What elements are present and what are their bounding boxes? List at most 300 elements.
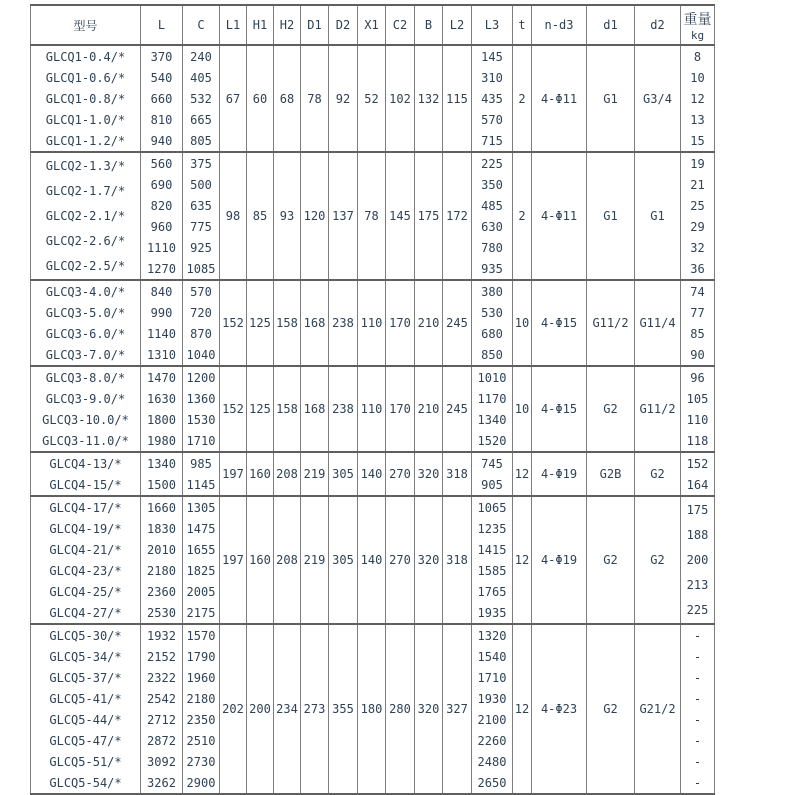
cell-weights <box>681 452 715 496</box>
L3-value: 1930 <box>477 691 507 706</box>
weights-value: 13 <box>690 112 705 127</box>
cell-models <box>31 366 141 452</box>
L3-value: 570 <box>481 112 503 127</box>
weight-label: 重量 <box>683 11 712 28</box>
weights-value: 96 <box>690 370 705 385</box>
C-value: 2350 <box>186 712 216 727</box>
table-body <box>31 45 715 794</box>
weights-value: 8 <box>693 49 702 64</box>
cell-d1: G2 <box>587 624 635 794</box>
L-value: 540 <box>150 70 173 85</box>
L-stack <box>141 153 182 279</box>
cell-L <box>141 452 183 496</box>
cell-H2: 158 <box>274 366 301 452</box>
C-value: 1200 <box>186 370 216 385</box>
C-value: 1570 <box>186 628 216 643</box>
weight-unit-label: kg <box>690 28 705 42</box>
L3-stack <box>472 453 512 495</box>
weights-value: 200 <box>686 553 709 567</box>
cell-B: 132 <box>415 45 443 152</box>
cell-d2: G2 <box>635 452 681 496</box>
L-value: 1110 <box>147 240 176 255</box>
C-value: 665 <box>190 112 212 127</box>
cell-X1: 180 <box>358 624 386 794</box>
models-value: GLCQ1-0.8/* <box>45 91 126 106</box>
C-value: 1825 <box>186 563 216 578</box>
models-value: GLCQ3-9.0/* <box>45 391 126 406</box>
C-value: 720 <box>190 305 212 320</box>
group-row <box>31 366 715 452</box>
cell-t: 2 <box>513 45 532 152</box>
models-value: GLCQ1-0.6/* <box>45 70 126 85</box>
models-value: GLCQ2-1.3/* <box>45 158 126 173</box>
cell-D2: 305 <box>329 496 358 624</box>
cell-D1: 78 <box>301 45 329 152</box>
cell-d1: G1 <box>587 45 635 152</box>
models-value: GLCQ3-7.0/* <box>45 347 126 362</box>
L-value: 820 <box>150 198 173 213</box>
cell-H2: 208 <box>274 452 301 496</box>
C-value: 1145 <box>186 477 216 492</box>
weights-value: 152 <box>686 456 709 471</box>
L-value: 3092 <box>147 754 176 769</box>
col-header-weight <box>681 5 715 45</box>
L3-value: 1170 <box>477 391 507 406</box>
L-stack <box>141 281 182 365</box>
weights-value: - <box>693 649 702 664</box>
cell-H1: 160 <box>247 496 274 624</box>
weights-value: 110 <box>686 412 709 427</box>
cell-C <box>183 45 220 152</box>
cell-weights <box>681 152 715 280</box>
cell-t: 10 <box>513 280 532 366</box>
models-value: GLCQ3-10.0/* <box>42 412 129 427</box>
L-value: 1980 <box>147 433 176 448</box>
col-header-L3: L3 <box>472 5 513 45</box>
models-stack <box>31 46 140 151</box>
cell-models <box>31 624 141 794</box>
cell-L1: 202 <box>220 624 247 794</box>
L3-value: 850 <box>481 347 503 362</box>
C-value: 635 <box>190 198 212 213</box>
L-value: 990 <box>150 305 173 320</box>
weights-value: 21 <box>690 177 705 192</box>
cell-L2: 318 <box>443 496 472 624</box>
cell-d1: G1 <box>587 152 635 280</box>
weights-value: 188 <box>686 527 709 542</box>
C-stack <box>183 46 219 151</box>
cell-L1: 197 <box>220 452 247 496</box>
L-value: 840 <box>150 284 173 299</box>
L-value: 370 <box>150 49 173 64</box>
cell-X1: 78 <box>358 152 386 280</box>
L3-stack <box>472 281 512 365</box>
cell-X1: 140 <box>358 452 386 496</box>
L-value: 2542 <box>147 691 176 706</box>
group-row <box>31 45 715 152</box>
L3-stack <box>472 625 512 793</box>
weights-value: 25 <box>690 198 705 213</box>
L3-value: 1320 <box>477 628 507 643</box>
cell-nd3: 4-Φ11 <box>532 152 587 280</box>
cell-D1: 168 <box>301 366 329 452</box>
C-stack <box>183 453 219 495</box>
col-header-D1: D1 <box>301 5 329 45</box>
col-header-H1: H1 <box>247 5 274 45</box>
cell-nd3: 4-Φ19 <box>532 452 587 496</box>
L3-value: 905 <box>481 477 503 492</box>
weights-value: - <box>693 628 702 643</box>
L-value: 810 <box>150 112 173 127</box>
L3-value: 2260 <box>477 733 507 748</box>
L-stack <box>141 625 182 793</box>
weights-value: 74 <box>690 284 705 299</box>
cell-nd3: 4-Φ23 <box>532 624 587 794</box>
cell-models <box>31 280 141 366</box>
cell-D2: 355 <box>329 624 358 794</box>
cell-H2: 68 <box>274 45 301 152</box>
L3-stack <box>472 367 512 451</box>
C-value: 500 <box>190 177 212 192</box>
col-header-H2: H2 <box>274 5 301 45</box>
cell-d1: G2B <box>587 452 635 496</box>
weights-stack <box>681 625 714 793</box>
models-value: GLCQ2-2.1/* <box>45 209 126 223</box>
models-value: GLCQ2-2.6/* <box>45 234 126 249</box>
models-stack <box>31 453 140 495</box>
L3-value: 715 <box>481 133 503 148</box>
cell-L3 <box>472 366 513 452</box>
L3-value: 225 <box>481 156 503 171</box>
models-stack <box>31 625 140 793</box>
C-value: 2900 <box>186 775 216 790</box>
C-value: 1960 <box>186 670 216 685</box>
col-header-L1: L1 <box>220 5 247 45</box>
models-value: GLCQ5-37/* <box>49 670 122 685</box>
models-value: GLCQ5-44/* <box>49 712 122 727</box>
cell-D2: 92 <box>329 45 358 152</box>
cell-C <box>183 280 220 366</box>
cell-L1: 98 <box>220 152 247 280</box>
cell-t: 2 <box>513 152 532 280</box>
models-value: GLCQ3-6.0/* <box>45 326 126 341</box>
weights-value: 32 <box>690 240 705 255</box>
L-value: 690 <box>150 177 173 192</box>
weights-value: 19 <box>690 156 705 171</box>
cell-nd3: 4-Φ11 <box>532 45 587 152</box>
cell-L3 <box>472 45 513 152</box>
C-value: 985 <box>190 456 212 471</box>
L3-value: 350 <box>481 177 503 192</box>
C-value: 532 <box>190 91 212 106</box>
L3-stack <box>472 46 512 151</box>
L3-value: 1585 <box>477 563 507 578</box>
L-value: 3262 <box>147 775 176 790</box>
C-value: 2175 <box>186 605 216 620</box>
cell-L1: 152 <box>220 280 247 366</box>
weights-stack <box>681 46 714 151</box>
weights-value: - <box>693 691 702 706</box>
cell-L <box>141 152 183 280</box>
cell-B: 175 <box>415 152 443 280</box>
cell-D2: 305 <box>329 452 358 496</box>
cell-B: 320 <box>415 452 443 496</box>
L-value: 1800 <box>147 412 176 427</box>
C-value: 240 <box>190 49 212 64</box>
col-header-L: L <box>141 5 183 45</box>
cell-models <box>31 45 141 152</box>
C-value: 1360 <box>186 391 216 406</box>
cell-C2: 170 <box>386 280 415 366</box>
cell-L2: 318 <box>443 452 472 496</box>
L3-value: 2480 <box>477 754 507 769</box>
weights-value: 77 <box>690 305 705 320</box>
weights-value: - <box>693 712 702 727</box>
col-header-d2: d2 <box>635 5 681 45</box>
L-value: 660 <box>150 91 173 106</box>
weights-value: 12 <box>690 91 705 106</box>
cell-L <box>141 45 183 152</box>
cell-X1: 110 <box>358 280 386 366</box>
models-value: GLCQ5-41/* <box>49 691 122 706</box>
cell-models <box>31 496 141 624</box>
cell-d2: G2 <box>635 496 681 624</box>
weights-value: - <box>693 754 702 769</box>
col-header-B: B <box>415 5 443 45</box>
models-value: GLCQ4-13/* <box>49 456 122 471</box>
cell-L2: 245 <box>443 280 472 366</box>
C-stack <box>183 497 219 623</box>
models-value: GLCQ2-2.5/* <box>45 259 126 274</box>
L3-value: 1065 <box>477 500 507 515</box>
cell-L <box>141 366 183 452</box>
L-value: 1500 <box>147 477 176 492</box>
header-row <box>31 5 715 45</box>
L-stack <box>141 497 182 623</box>
cell-C <box>183 496 220 624</box>
L-value: 2152 <box>147 649 176 664</box>
spec-table <box>30 4 715 795</box>
C-value: 870 <box>190 326 212 341</box>
cell-H2: 158 <box>274 280 301 366</box>
group-row <box>31 624 715 794</box>
cell-B: 320 <box>415 624 443 794</box>
L-value: 1932 <box>147 628 176 643</box>
C-value: 1085 <box>186 261 216 276</box>
L3-stack <box>472 153 512 279</box>
cell-C2: 145 <box>386 152 415 280</box>
models-value: GLCQ4-27/* <box>49 605 122 620</box>
models-value: GLCQ5-51/* <box>49 754 122 769</box>
models-value: GLCQ4-19/* <box>49 521 122 536</box>
models-stack <box>31 497 140 623</box>
col-header-L2: L2 <box>443 5 472 45</box>
models-value: GLCQ3-4.0/* <box>45 284 126 299</box>
models-value: GLCQ1-1.2/* <box>45 133 126 148</box>
weights-value: 225 <box>686 603 709 618</box>
C-value: 925 <box>190 240 212 255</box>
cell-t: 12 <box>513 452 532 496</box>
cell-weights <box>681 624 715 794</box>
cell-t: 12 <box>513 496 532 624</box>
L3-value: 1010 <box>477 370 507 385</box>
cell-weights <box>681 496 715 624</box>
C-value: 2180 <box>186 691 216 706</box>
L3-value: 1520 <box>477 433 507 448</box>
L-stack <box>141 453 182 495</box>
cell-C2: 270 <box>386 452 415 496</box>
cell-weights <box>681 280 715 366</box>
group-row <box>31 280 715 366</box>
cell-D1: 219 <box>301 452 329 496</box>
weights-value: 105 <box>686 391 709 406</box>
cell-d2: G11/4 <box>635 280 681 366</box>
cell-X1: 52 <box>358 45 386 152</box>
C-value: 2510 <box>186 733 216 748</box>
weights-value: 175 <box>686 502 709 517</box>
weights-value: - <box>693 733 702 748</box>
L-value: 1830 <box>147 521 176 536</box>
L-value: 2010 <box>147 542 176 557</box>
cell-C2: 170 <box>386 366 415 452</box>
L-stack <box>141 46 182 151</box>
cell-C2: 270 <box>386 496 415 624</box>
col-header-D2: D2 <box>329 5 358 45</box>
cell-t: 12 <box>513 624 532 794</box>
L3-value: 1765 <box>477 584 507 599</box>
L3-value: 2650 <box>477 775 507 790</box>
cell-d1: G11/2 <box>587 280 635 366</box>
C-value: 1305 <box>186 500 216 515</box>
col-header-C: C <box>183 5 220 45</box>
cell-L1: 197 <box>220 496 247 624</box>
weights-value: 213 <box>686 578 709 593</box>
cell-B: 210 <box>415 280 443 366</box>
cell-H1: 125 <box>247 366 274 452</box>
col-header-C2: C2 <box>386 5 415 45</box>
models-value: GLCQ4-17/* <box>49 500 122 515</box>
models-value: GLCQ3-11.0/* <box>42 433 129 448</box>
L3-value: 1710 <box>477 670 507 685</box>
L3-value: 310 <box>481 70 503 85</box>
cell-d2: G11/2 <box>635 366 681 452</box>
models-value: GLCQ5-30/* <box>49 628 122 643</box>
models-value: GLCQ1-0.4/* <box>45 49 126 64</box>
cell-L3 <box>472 452 513 496</box>
weights-stack <box>681 453 714 495</box>
weights-stack <box>681 153 714 279</box>
L-value: 1470 <box>147 370 176 385</box>
L3-stack <box>472 497 512 623</box>
C-value: 405 <box>190 70 212 85</box>
models-value: GLCQ4-25/* <box>49 584 122 599</box>
cell-H1: 60 <box>247 45 274 152</box>
cell-weights <box>681 45 715 152</box>
L3-value: 1415 <box>477 542 507 557</box>
cell-H1: 160 <box>247 452 274 496</box>
L3-value: 680 <box>481 326 503 341</box>
models-value: GLCQ4-23/* <box>49 563 122 578</box>
cell-D2: 238 <box>329 280 358 366</box>
C-value: 2005 <box>186 584 216 599</box>
models-stack <box>31 281 140 365</box>
cell-D1: 168 <box>301 280 329 366</box>
weights-value: - <box>693 670 702 685</box>
cell-L3 <box>472 152 513 280</box>
weights-value: 10 <box>690 70 705 85</box>
L3-value: 630 <box>481 219 503 234</box>
cell-C <box>183 366 220 452</box>
C-value: 1475 <box>186 521 216 536</box>
C-value: 805 <box>190 133 212 148</box>
C-stack <box>183 281 219 365</box>
cell-nd3: 4-Φ19 <box>532 496 587 624</box>
cell-L2: 172 <box>443 152 472 280</box>
L3-value: 380 <box>481 284 503 299</box>
models-stack <box>31 367 140 451</box>
cell-d1: G2 <box>587 366 635 452</box>
cell-C <box>183 624 220 794</box>
cell-L1: 152 <box>220 366 247 452</box>
cell-nd3: 4-Φ15 <box>532 366 587 452</box>
L3-value: 1340 <box>477 412 507 427</box>
weights-stack <box>681 367 714 451</box>
L3-value: 780 <box>481 240 503 255</box>
L3-value: 1935 <box>477 605 507 620</box>
cell-C <box>183 452 220 496</box>
cell-C2: 102 <box>386 45 415 152</box>
L3-value: 435 <box>481 91 503 106</box>
L3-value: 1235 <box>477 521 507 536</box>
cell-L2: 245 <box>443 366 472 452</box>
C-value: 1530 <box>186 412 216 427</box>
L-value: 1140 <box>147 326 176 341</box>
models-value: GLCQ4-15/* <box>49 477 122 492</box>
weights-value: 85 <box>690 326 705 341</box>
weights-value: 118 <box>686 433 709 448</box>
cell-H1: 125 <box>247 280 274 366</box>
L-value: 1660 <box>147 500 176 515</box>
cell-L2: 327 <box>443 624 472 794</box>
weights-value: 29 <box>690 219 705 234</box>
col-header-nd3: n-d3 <box>532 5 587 45</box>
cell-L <box>141 496 183 624</box>
weights-value: 15 <box>690 133 705 148</box>
L-value: 940 <box>150 133 173 148</box>
cell-B: 320 <box>415 496 443 624</box>
L3-value: 145 <box>481 49 503 64</box>
group-row <box>31 452 715 496</box>
weights-value: 90 <box>690 347 705 362</box>
group-row <box>31 496 715 624</box>
L-value: 1310 <box>147 347 176 362</box>
models-value: GLCQ3-8.0/* <box>45 370 126 385</box>
cell-models <box>31 452 141 496</box>
L-value: 2360 <box>147 584 176 599</box>
models-value: GLCQ5-54/* <box>49 775 122 790</box>
cell-H1: 85 <box>247 152 274 280</box>
L-value: 1270 <box>147 261 176 276</box>
models-value: GLCQ1-1.0/* <box>45 112 126 127</box>
C-stack <box>183 367 219 451</box>
L-value: 1340 <box>147 456 176 471</box>
L3-value: 745 <box>481 456 503 471</box>
cell-B: 210 <box>415 366 443 452</box>
cell-L3 <box>472 624 513 794</box>
col-header-t: t <box>513 5 532 45</box>
weights-value: 164 <box>686 477 709 492</box>
cell-L3 <box>472 280 513 366</box>
